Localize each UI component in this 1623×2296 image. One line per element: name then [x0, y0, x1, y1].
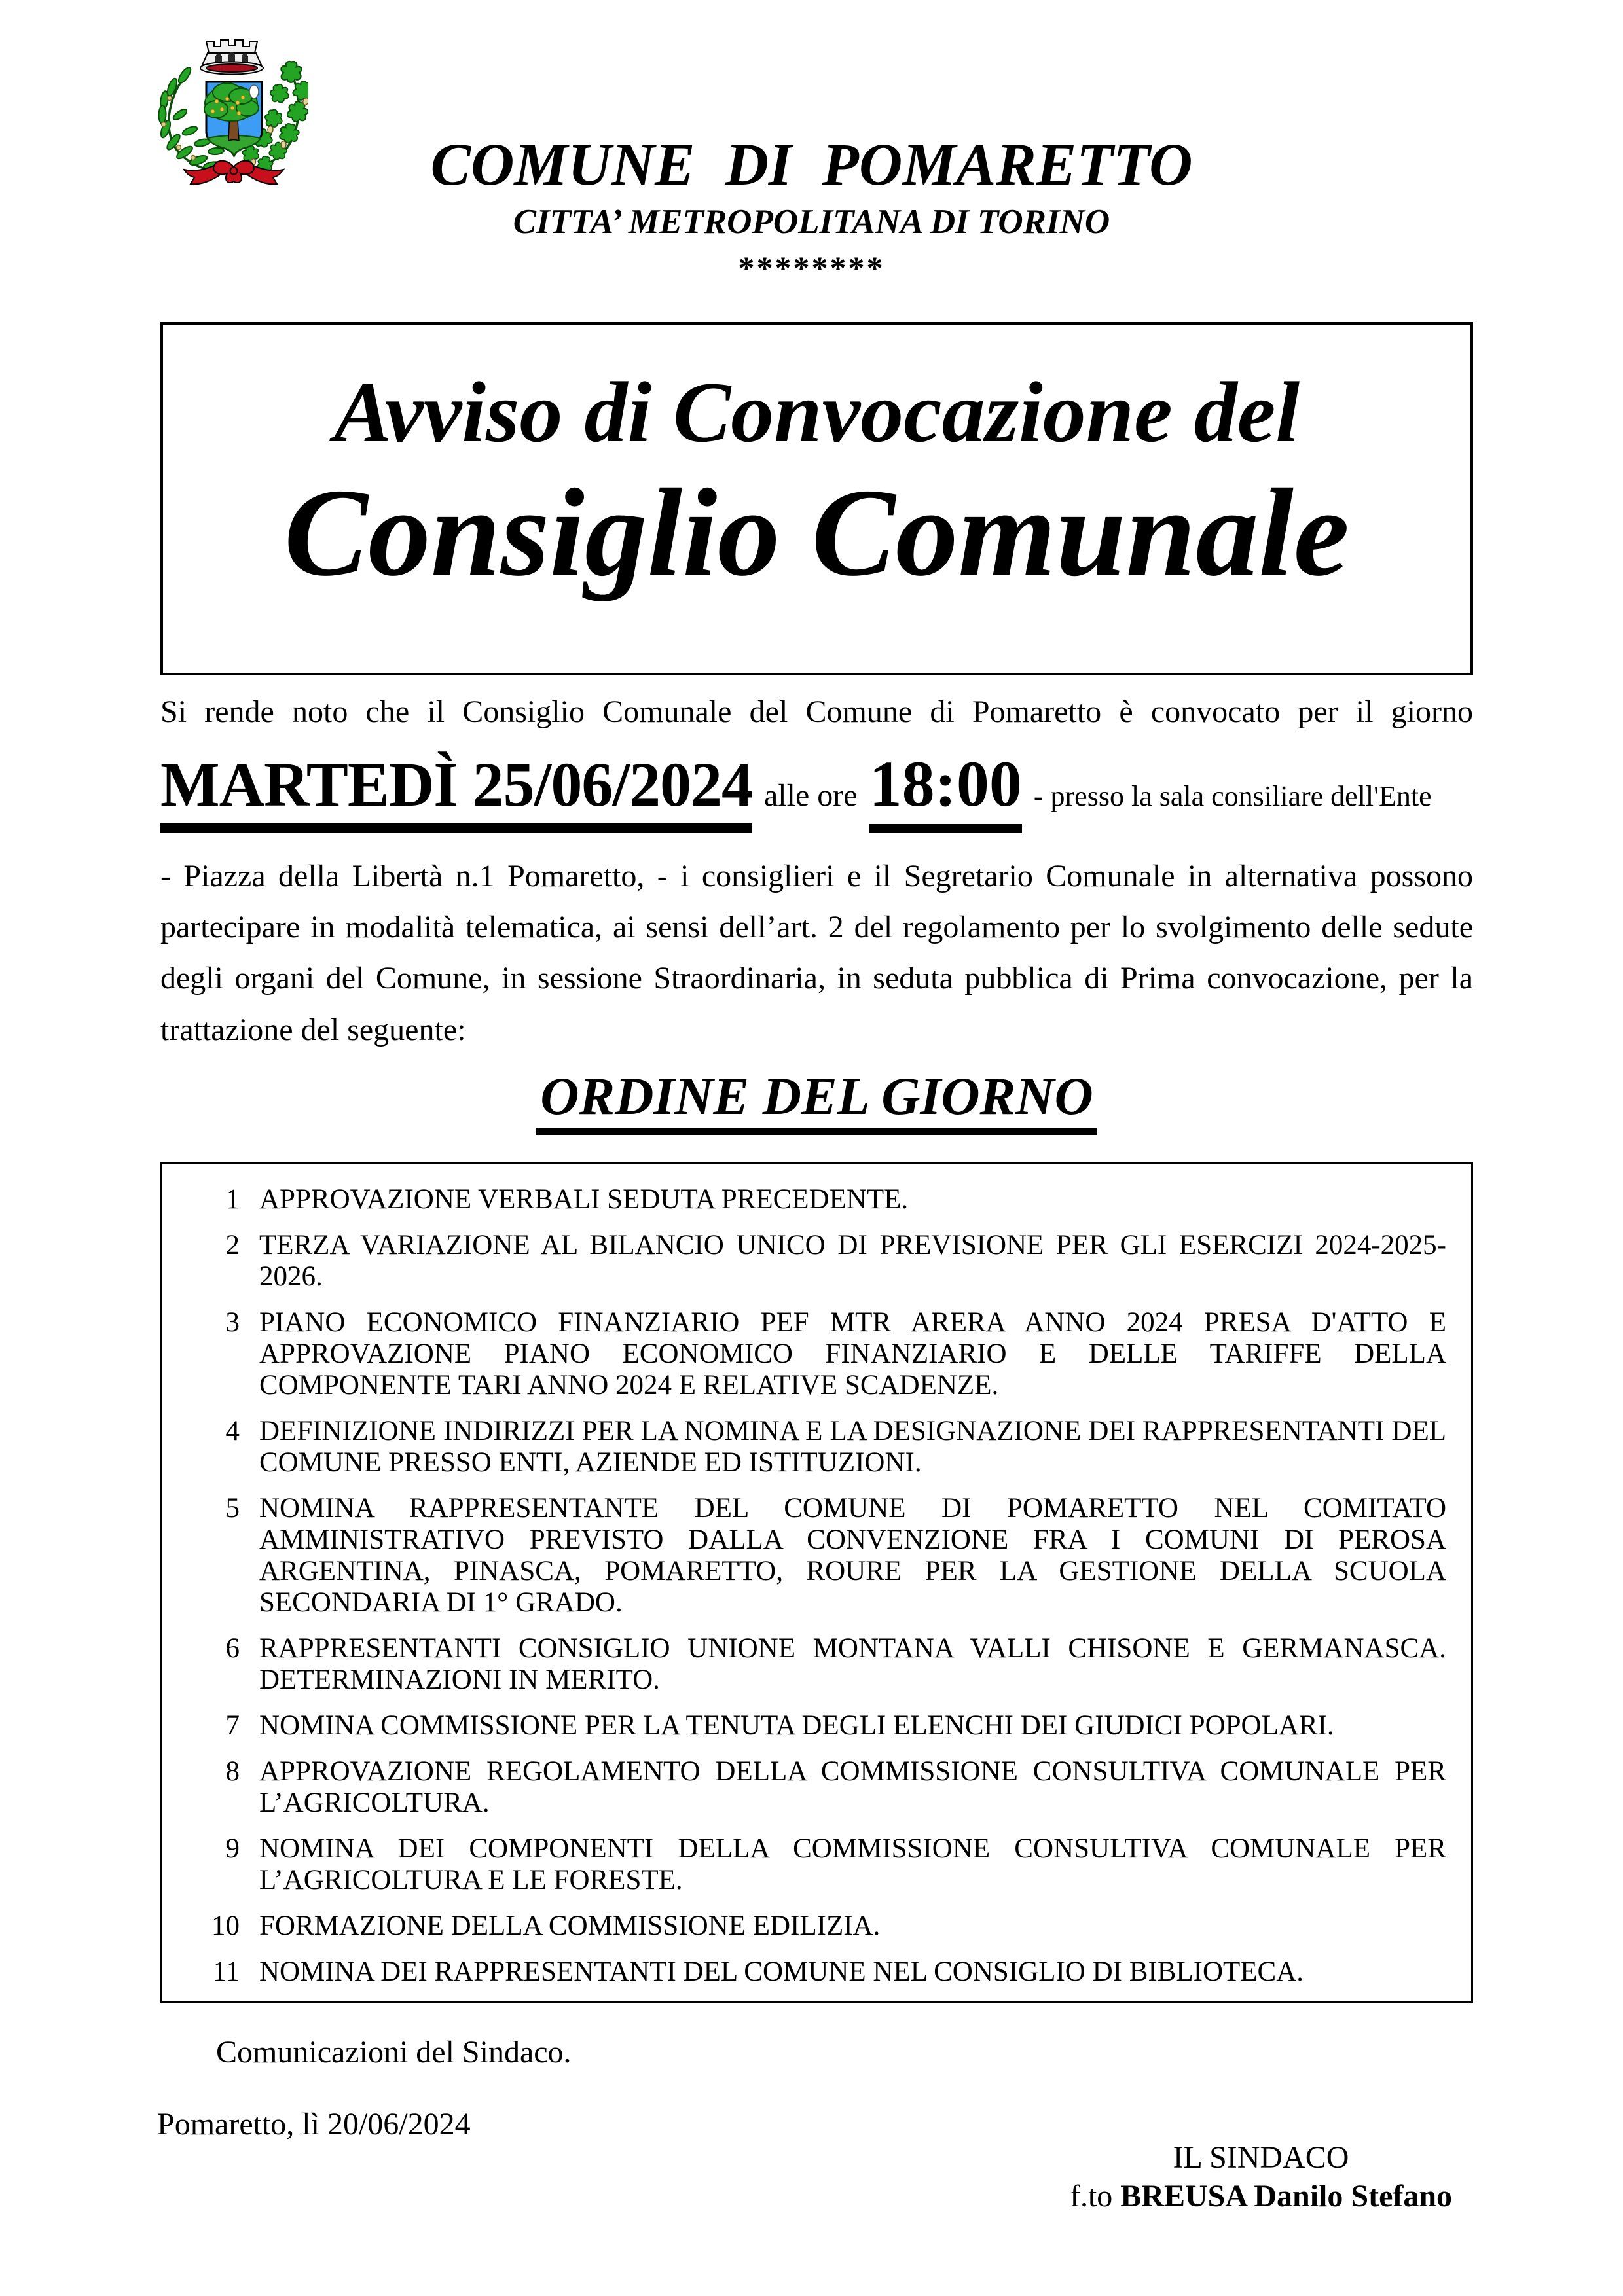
agenda-item — [162, 1910, 1446, 1942]
agenda-item-number: 2 — [225, 1230, 240, 1261]
agenda-item — [162, 1633, 1446, 1696]
agenda-item — [162, 1493, 1446, 1619]
agenda-item-number: 8 — [225, 1756, 240, 1787]
crest-cloud-detail — [249, 85, 259, 98]
agenda-item-text: PIANO ECONOMICO FINANZIARIO PEF MTR ARERA ANNO 2024 PRESA D'ATTO E APPROVAZIONE PIANO ECONOMICO FINANZIARIO E DELLE TARIFFE DELLA COMPONENTE TARI ANNO 2024 E RELATIVE SCADENZE. — [259, 1307, 1446, 1401]
place-and-date: Pomaretto, lì 20/06/2024 — [157, 2107, 471, 2142]
signature-prefix: f.to — [1069, 2178, 1113, 2214]
signature-name: BREUSA Danilo Stefano — [1120, 2178, 1453, 2214]
metropolitan-city-subtitle: CITTA’ METROPOLITANA DI TORINO — [513, 203, 1110, 241]
agenda-item-number: 11 — [212, 1956, 240, 1987]
agenda-item — [162, 1307, 1446, 1401]
signature-line — [1061, 2178, 1461, 2216]
agenda-item-text: RAPPRESENTANTI CONSIGLIO UNIONE MONTANA VALLI CHISONE E GERMANASCA. DETERMINAZIONI IN MERITO. — [259, 1633, 1446, 1695]
session-date-line — [160, 746, 1509, 833]
notice-title-line2: Consiglio Comunale — [283, 463, 1350, 602]
agenda-heading — [160, 1066, 1473, 1135]
agenda-item-text: FORMAZIONE DELLA COMMISSIONE EDILIZIA. — [259, 1910, 881, 1941]
agenda-item — [162, 1230, 1446, 1293]
notice-title-box — [160, 322, 1473, 675]
session-date: MARTEDÌ 25/06/2024 — [160, 748, 752, 833]
agenda-item-number: 6 — [225, 1633, 240, 1664]
agenda-item-number: 9 — [225, 1833, 240, 1864]
agenda-item-number: 1 — [225, 1184, 240, 1215]
agenda-item-text: APPROVAZIONE VERBALI SEDUTA PRECEDENTE. — [259, 1184, 909, 1215]
agenda-item-text: NOMINA COMMISSIONE PER LA TENUTA DEGLI ELENCHI DEI GIUDICI POPOLARI. — [259, 1710, 1334, 1741]
municipality-name: COMUNE DI POMARETTO — [430, 131, 1193, 198]
agenda-item — [162, 1710, 1446, 1742]
lead-sentence: Si rende noto che il Consiglio Comunale del Comune di Pomaretto è convocato per il giorno — [160, 694, 1473, 729]
agenda-item-number: 3 — [225, 1307, 240, 1338]
agenda-item-number: 4 — [225, 1416, 240, 1446]
session-venue: - presso la sala consiliare dell'Ente — [1033, 780, 1432, 812]
agenda-item — [162, 1956, 1446, 1988]
agenda-item-text: DEFINIZIONE INDIRIZZI PER LA NOMINA E LA DESIGNAZIONE DEI RAPPRESENTANTI DEL COMUNE PRESSO ENTI, AZIENDE ED ISTITUZIONI. — [259, 1416, 1446, 1478]
agenda-heading-text: ORDINE DEL GIORNO — [536, 1069, 1097, 1135]
notice-title-line1: Avviso di Convocazione del — [333, 364, 1300, 460]
body-paragraph: - Piazza della Libertà n.1 Pomaretto, - i consiglieri e il Segretario Comunale in alternativa possono partecipare in modalità telematica, ai sensi dell’art. 2 del regolamento per lo svolgimento delle sedute degli organi del Comune, in sessione Straordinaria, in seduta pubblica di Prima convocazione, per la trattazione del seguente: — [160, 859, 1473, 1047]
agenda-item — [162, 1756, 1446, 1819]
signature-role: IL SINDACO — [1173, 2140, 1349, 2175]
agenda-item-number: 5 — [225, 1493, 240, 1524]
agenda-item-text: NOMINA DEI COMPONENTI DELLA COMMISSIONE CONSULTIVA COMUNALE PER L’AGRICOLTURA E LE FORESTE. — [259, 1833, 1446, 1895]
mural-crown — [200, 40, 263, 75]
agenda-item-number: 7 — [225, 1710, 240, 1741]
signature-block — [1061, 2139, 1461, 2215]
session-time: 18:00 — [869, 746, 1022, 833]
agenda-box — [160, 1162, 1473, 2003]
letterhead — [0, 131, 1623, 286]
agenda-item-text: TERZA VARIAZIONE AL BILANCIO UNICO DI PREVISIONE PER GLI ESERCIZI 2024-2025-2026. — [259, 1230, 1446, 1292]
agenda-item-text: NOMINA RAPPRESENTANTE DEL COMUNE DI POMARETTO NEL COMITATO AMMINISTRATIVO PREVISTO DALLA CONVENZIONE FRA I COMUNI DI PEROSA ARGENTINA, PINASCA, POMARETTO, ROURE PER LA GESTIONE DELLA SCUOLA SECONDARIA DI 1° GRADO. — [259, 1493, 1446, 1618]
agenda-list — [162, 1184, 1446, 1988]
mayor-communications-note: Comunicazioni del Sindaco. — [216, 2035, 572, 2070]
agenda-item — [162, 1416, 1446, 1479]
agenda-item-text: APPROVAZIONE REGOLAMENTO DELLA COMMISSIONE CONSULTIVA COMUNALE PER L’AGRICOLTURA. — [259, 1756, 1446, 1818]
agenda-item — [162, 1184, 1446, 1215]
agenda-item — [162, 1833, 1446, 1896]
alle-ore-label: alle ore — [763, 778, 858, 813]
agenda-item-text: NOMINA DEI RAPPRESENTANTI DEL COMUNE NEL CONSIGLIO DI BIBLIOTECA. — [259, 1956, 1304, 1987]
separator-asterisks: ******** — [738, 249, 885, 286]
agenda-item-number: 10 — [211, 1910, 240, 1941]
